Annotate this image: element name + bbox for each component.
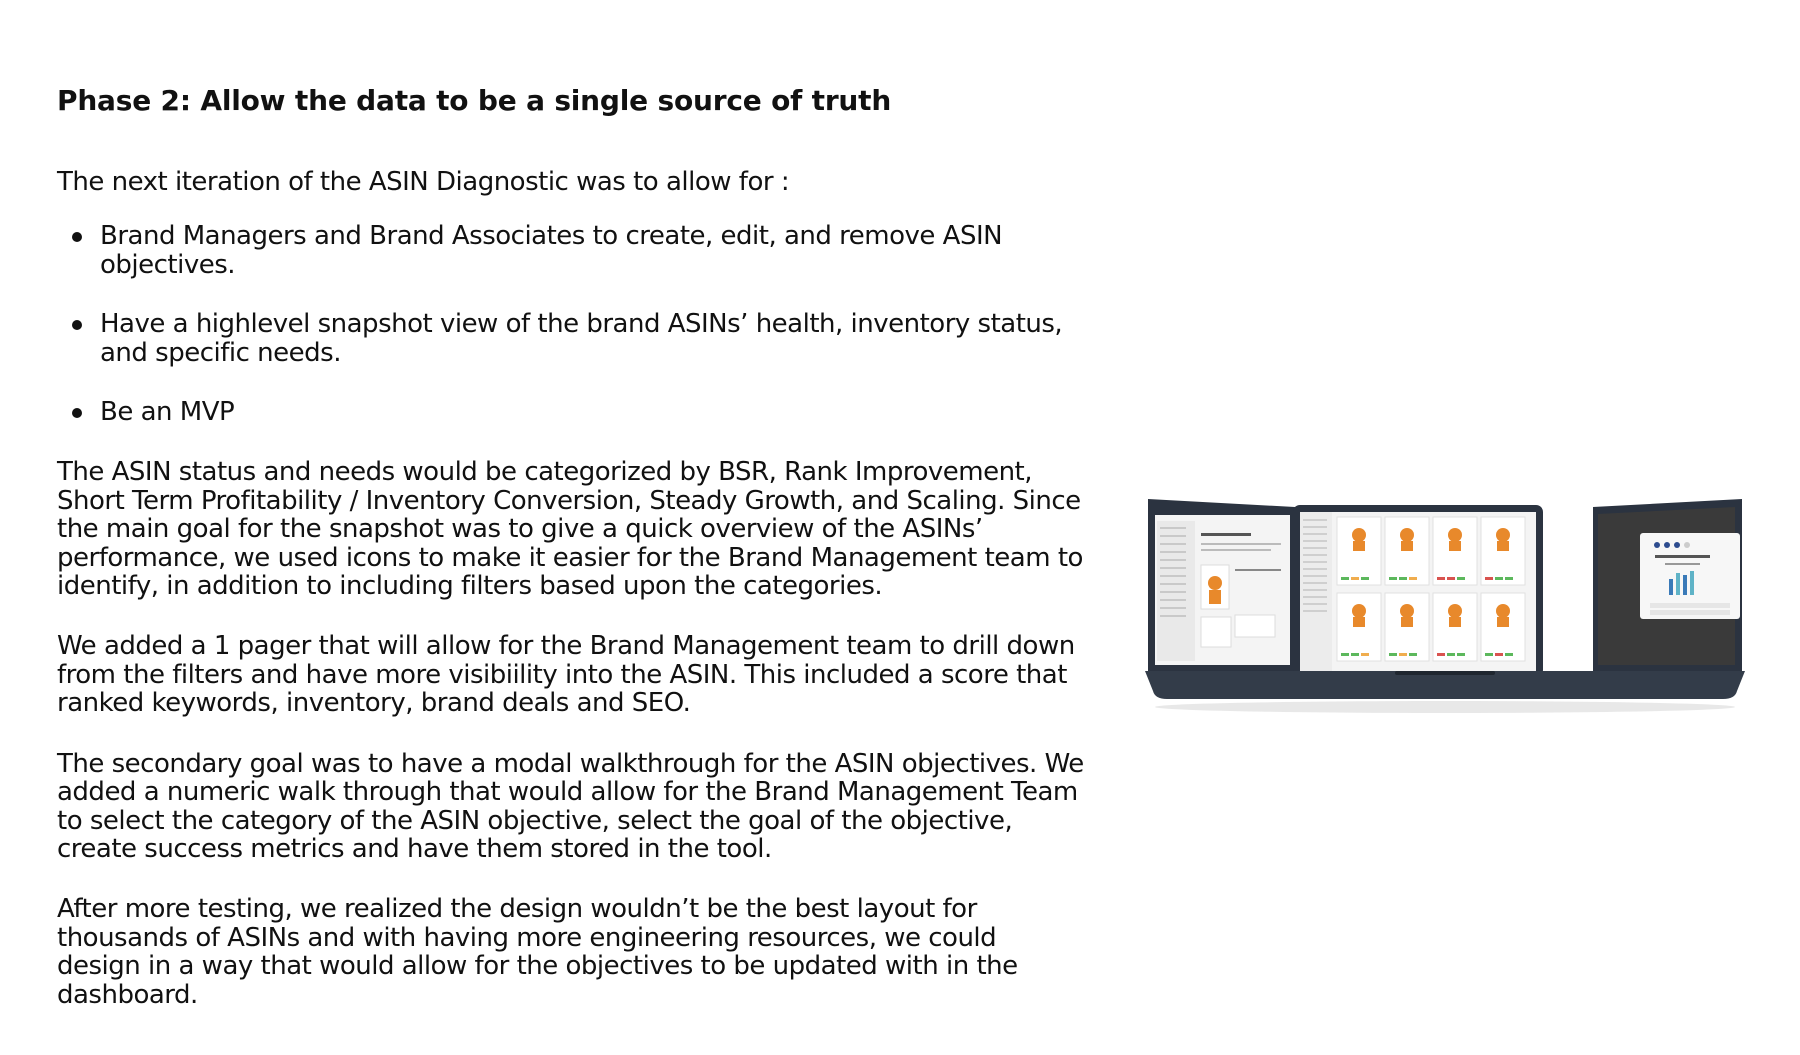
laptop-mockup-illustration: [1145, 495, 1745, 715]
objectives-list: [57, 222, 1087, 426]
document-body: [57, 82, 1087, 1041]
list-item-text: Brand Managers and Brand Associates to create, edit, and remove ASIN objectives.: [100, 221, 1003, 280]
page-title: Phase 2: Allow the data to be a single source of truth: [57, 84, 892, 117]
list-item-text: Be an MVP: [100, 397, 235, 428]
list-item: [57, 310, 1087, 367]
modal-walkthrough-paragraph: The secondary goal was to have a modal walkthrough for the ASIN objectives. We added a numeric walk through that would allow for the Brand Management Team to select the category of the ASIN objective, select the goal of the objective, create success metrics and have them stored in the tool.: [57, 748, 1084, 864]
bullet-icon: [72, 320, 82, 330]
list-item: [57, 222, 1087, 279]
one-pager-paragraph: We added a 1 pager that will allow for the Brand Management team to drill down from the filters and have more visibiility into the ASIN. This included a score that ranked keywords, inventory, brand deals and SEO.: [57, 631, 1075, 719]
categorization-paragraph: The ASIN status and needs would be categorized by BSR, Rank Improvement, Short Term Profitability / Inventory Conversion, Steady Growth, and Scaling. Since the main goal for the snapshot was to give a quick overview of the ASINs’ performance, we used icons to make it easier for the Brand Management team to identify, in addition to including filters based upon the categories.: [57, 457, 1083, 602]
list-item-text: Have a highlevel snapshot view of the brand ASINs’ health, inventory status, and specific needs.: [100, 309, 1063, 368]
bullet-icon: [72, 408, 82, 418]
intro-paragraph: The next iteration of the ASIN Diagnostic was to allow for :: [57, 167, 790, 197]
bullet-icon: [72, 232, 82, 242]
laptop-mockup-image: [1145, 495, 1745, 715]
testing-paragraph: After more testing, we realized the design wouldn’t be the best layout for thousands of ASINs and with having more engineering resources, we could design in a way that would allow for the objectives to be updated with in the dashboard.: [57, 894, 1018, 1010]
list-item: [57, 398, 1087, 426]
